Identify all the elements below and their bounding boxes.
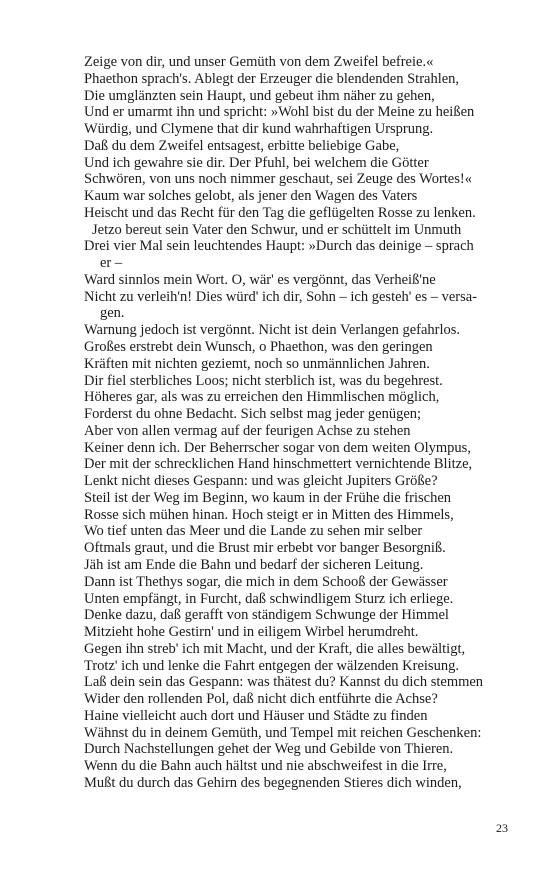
verse-line: Oftmals graut, und die Brust mir erbebt vor banger Besorgniß.: [84, 540, 446, 557]
verse-line: Forderst du ohne Bedacht. Sich selbst mag jeder genügen;: [84, 406, 422, 423]
verse-line: Nicht zu verleih'n! Dies würd' ich dir, Sohn – ich gesteh' es – versa-: [84, 288, 478, 305]
verse-line: Jäh ist am Ende die Bahn und bedarf der sicheren Leitung.: [84, 556, 424, 573]
verse-line: Heischt und das Recht für den Tag die geflügelten Rosse zu lenken.: [84, 204, 476, 221]
verse-line: Rosse sich mühen hinan. Hoch steigt er in Mitten des Himmels,: [84, 506, 454, 523]
verse-line: Großes erstrebt dein Wunsch, o Phaethon, was den geringen: [84, 339, 433, 356]
verse-text: [84, 54, 524, 792]
verse-line: Aber von allen vermag auf der feurigen Achse zu stehen: [84, 422, 411, 439]
verse-line: Der mit der schrecklichen Hand hinschmettert vernichtende Blitze,: [84, 456, 473, 473]
verse-line: Und er umarmt ihn und spricht: »Wohl bist du der Meine zu heißen: [84, 104, 475, 121]
verse-line: Mitzieht hohe Gestirn' und in eiligem Wirbel herumdreht.: [84, 624, 419, 641]
verse-line: Drei vier Mal sein leuchtendes Haupt: »Durch das deinige – sprach: [84, 238, 474, 255]
verse-line: Steil ist der Weg im Beginn, wo kaum in der Frühe die frischen: [84, 489, 452, 506]
verse-line: Wo tief unten das Meer und die Lande zu sehen mir selber: [84, 523, 423, 540]
verse-line: Wähnst du in deinem Gemüth, und Tempel mit reichen Geschenken:: [84, 724, 482, 741]
verse-line: Lenkt nicht dieses Gespann: und was gleicht Jupiters Größe?: [84, 473, 438, 490]
page-number: 23: [496, 821, 508, 835]
verse-line: Daß du dem Zweifel entsagest, erbitte beliebige Gabe,: [84, 137, 400, 154]
verse-line: Laß dein sein das Gespann: was thätest du? Kannst du dich stemmen: [84, 674, 484, 691]
verse-line: Kaum war solches gelobt, als jener den Wagen des Vaters: [84, 188, 418, 205]
verse-line: Durch Nachstellungen gehet der Weg und Gebilde von Thieren.: [84, 741, 454, 758]
verse-line: Zeige von dir, und unser Gemüth von dem Zweifel befreie.«: [84, 54, 434, 70]
verse-line: Phaethon sprach's. Ablegt der Erzeuger die blendenden Strahlen,: [84, 70, 460, 87]
verse-line: Denke dazu, daß gerafft von ständigem Schwunge der Himmel: [84, 607, 449, 624]
verse-line: Trotz' ich und lenke die Fahrt entgegen der wälzenden Kreisung.: [84, 657, 459, 674]
verse-line: Unten empfängt, in Furcht, daß schwindligem Sturz ich erliege.: [84, 590, 454, 607]
verse-line-paragraph-start: Jetzo bereut sein Vater den Schwur, und er schüttelt im Unmuth: [92, 221, 462, 238]
verse-line: Die umglänzten sein Haupt, und gebeut ihm näher zu gehen,: [84, 87, 435, 104]
verse-line: Kräften mit nichten geziemt, noch so unmännlichen Jahren.: [84, 355, 430, 372]
verse-line-continuation: gen.: [100, 305, 125, 322]
verse-line: Keiner denn ich. Der Beherrscher sogar von dem weiten Olympus,: [84, 439, 471, 456]
verse-line: Schwören, von uns noch nimmer geschaut, sei Zeuge des Wortes!«: [84, 171, 472, 188]
verse-line: Mußt du durch das Gehirn des begegnenden Stieres dich winden,: [84, 774, 462, 791]
verse-line: Höheres gar, als was zu erreichen den Himmlischen möglich,: [84, 389, 440, 406]
verse-line: Und ich gewahre sie dir. Der Pfuhl, bei welchem die Götter: [84, 154, 429, 171]
verse-line: Wider den rollenden Pol, daß nicht dich entführte die Achse?: [84, 691, 438, 708]
verse-line: Dir fiel sterbliches Loos; nicht sterblich ist, was du begehrest.: [84, 372, 443, 389]
verse-line: Haine vielleicht auch dort und Häuser und Städte zu finden: [84, 707, 428, 724]
verse-line: Warnung jedoch ist vergönnt. Nicht ist dein Verlangen gefahrlos.: [84, 322, 461, 339]
verse-line: Wenn du die Bahn auch hältst und nie abschweifest in die Irre,: [84, 758, 447, 775]
verse-line: Gegen ihn streb' ich mit Macht, und der Kraft, die alles bewältigt,: [84, 640, 466, 657]
verse-line: Würdig, und Clymene that dir kund wahrhaftigen Ursprung.: [84, 121, 434, 138]
verse-line: Ward sinnlos mein Wort. O, wär' es vergönnt, das Verheiß'ne: [84, 271, 436, 288]
verse-line: Dann ist Thethys sogar, die mich in dem Schooß der Gewässer: [84, 573, 448, 590]
verse-line-continuation: er –: [100, 255, 123, 272]
